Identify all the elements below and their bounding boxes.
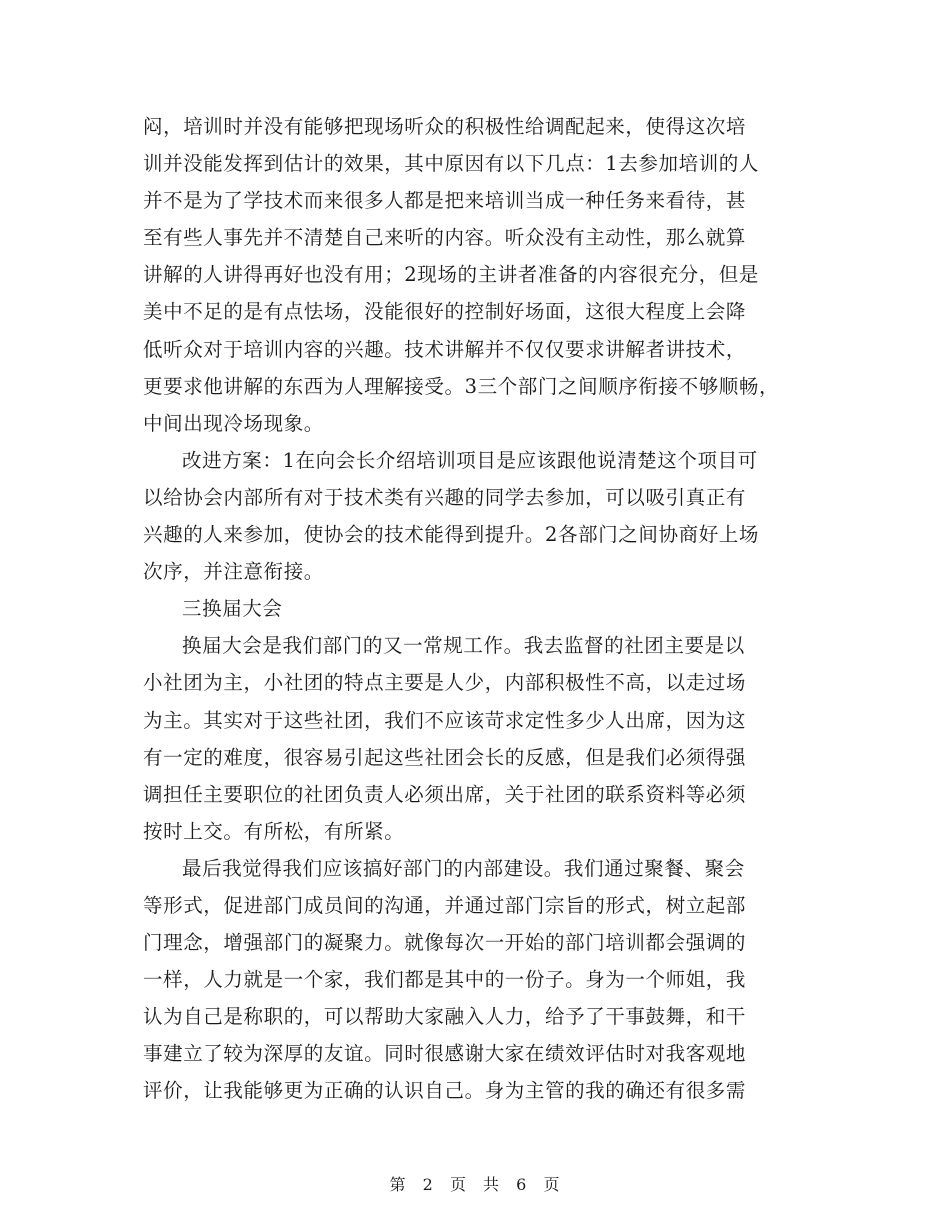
paragraph-start-line: 换届大会是我们部门的又一常规工作。我去监督的社团主要是以 [182, 634, 745, 658]
text-line: 小社团为主，小社团的特点主要是人少，内部积极性不高，以走过场 [143, 671, 747, 695]
text-line: 以给协会内部所有对于技术类有兴趣的同学去参加，可以吸引真正有 [143, 485, 747, 509]
text-line: 评价，让我能够更为正确的认识自己。身为主管的我的确还有很多需 [143, 1079, 747, 1103]
text-line: 一样，人力就是一个家，我们都是其中的一份子。身为一个师姐，我 [143, 968, 747, 992]
page-label-prefix: 第 [389, 1175, 407, 1194]
text-line: 事建立了较为深厚的友谊。同时很感谢大家在绩效评估时对我客观地 [143, 1042, 747, 1066]
text-line: 中间出现冷场现象。 [143, 411, 324, 435]
text-line: 训并没能发挥到估计的效果，其中原因有以下几点：1去参加培训的人 [143, 152, 760, 176]
total-label: 共 [483, 1175, 501, 1194]
text-line: 美中不足的是有点怯场，没能很好的控制好场面，这很大程度上会降 [143, 300, 747, 324]
text-line: 次序，并注意衔接。 [143, 560, 324, 584]
text-line: 并不是为了学技术而来很多人都是把来培训当成一种任务来看待，甚 [143, 189, 747, 213]
text-line: 按时上交。有所松，有所紧。 [143, 819, 405, 843]
document-body [143, 108, 833, 1110]
text-line: 兴趣的人来参加，使协会的技术能得到提升。2各部门之间协商好上场 [143, 523, 760, 547]
text-line: 更要求他讲解的东西为人理解接受。3三个部门之间顺序衔接不够顺畅， [143, 374, 780, 398]
text-line: 等形式，促进部门成员间的沟通，并通过部门宗旨的形式，树立起部 [143, 893, 747, 917]
total-pages-number: 6 [516, 1175, 528, 1194]
current-page-number: 2 [422, 1175, 434, 1194]
text-line: 有一定的难度，很容易引起这些社团会长的反感，但是我们必须得强 [143, 745, 747, 769]
text-line: 至有些人事先并不清楚自己来听的内容。听众没有主动性，那么就算 [143, 226, 747, 250]
page-footer [0, 1172, 950, 1195]
text-line: 低听众对于培训内容的兴趣。技术讲解并不仅仅要求讲解者讲技术， [143, 337, 747, 361]
paragraph-start-line: 最后我觉得我们应该搞好部门的内部建设。我们通过聚餐、聚会 [182, 856, 745, 880]
text-line: 为主。其实对于这些社团，我们不应该苛求定性多少人出席，因为这 [143, 708, 747, 732]
text-line: 调担任主要职位的社团负责人必须出席，关于社团的联系资料等必须 [143, 782, 747, 806]
text-line: 闷，培训时并没有能够把现场听众的积极性给调配起来，使得这次培 [143, 115, 747, 138]
text-line: 讲解的人讲得再好也没有用；2现场的主讲者准备的内容很充分，但是 [143, 263, 760, 287]
section-heading: 三换届大会 [182, 597, 283, 621]
page-label-mid: 页 [449, 1175, 467, 1194]
text-line: 门理念，增强部门的凝聚力。就像每次一开始的部门培训都会强调的 [143, 931, 747, 955]
paragraph-start-line: 改进方案：1在向会长介绍培训项目是应该跟他说清楚这个项目可 [182, 448, 758, 472]
page-label-suffix: 页 [543, 1175, 561, 1194]
text-line: 认为自己是称职的，可以帮助大家融入人力，给予了干事鼓舞，和干 [143, 1005, 747, 1029]
